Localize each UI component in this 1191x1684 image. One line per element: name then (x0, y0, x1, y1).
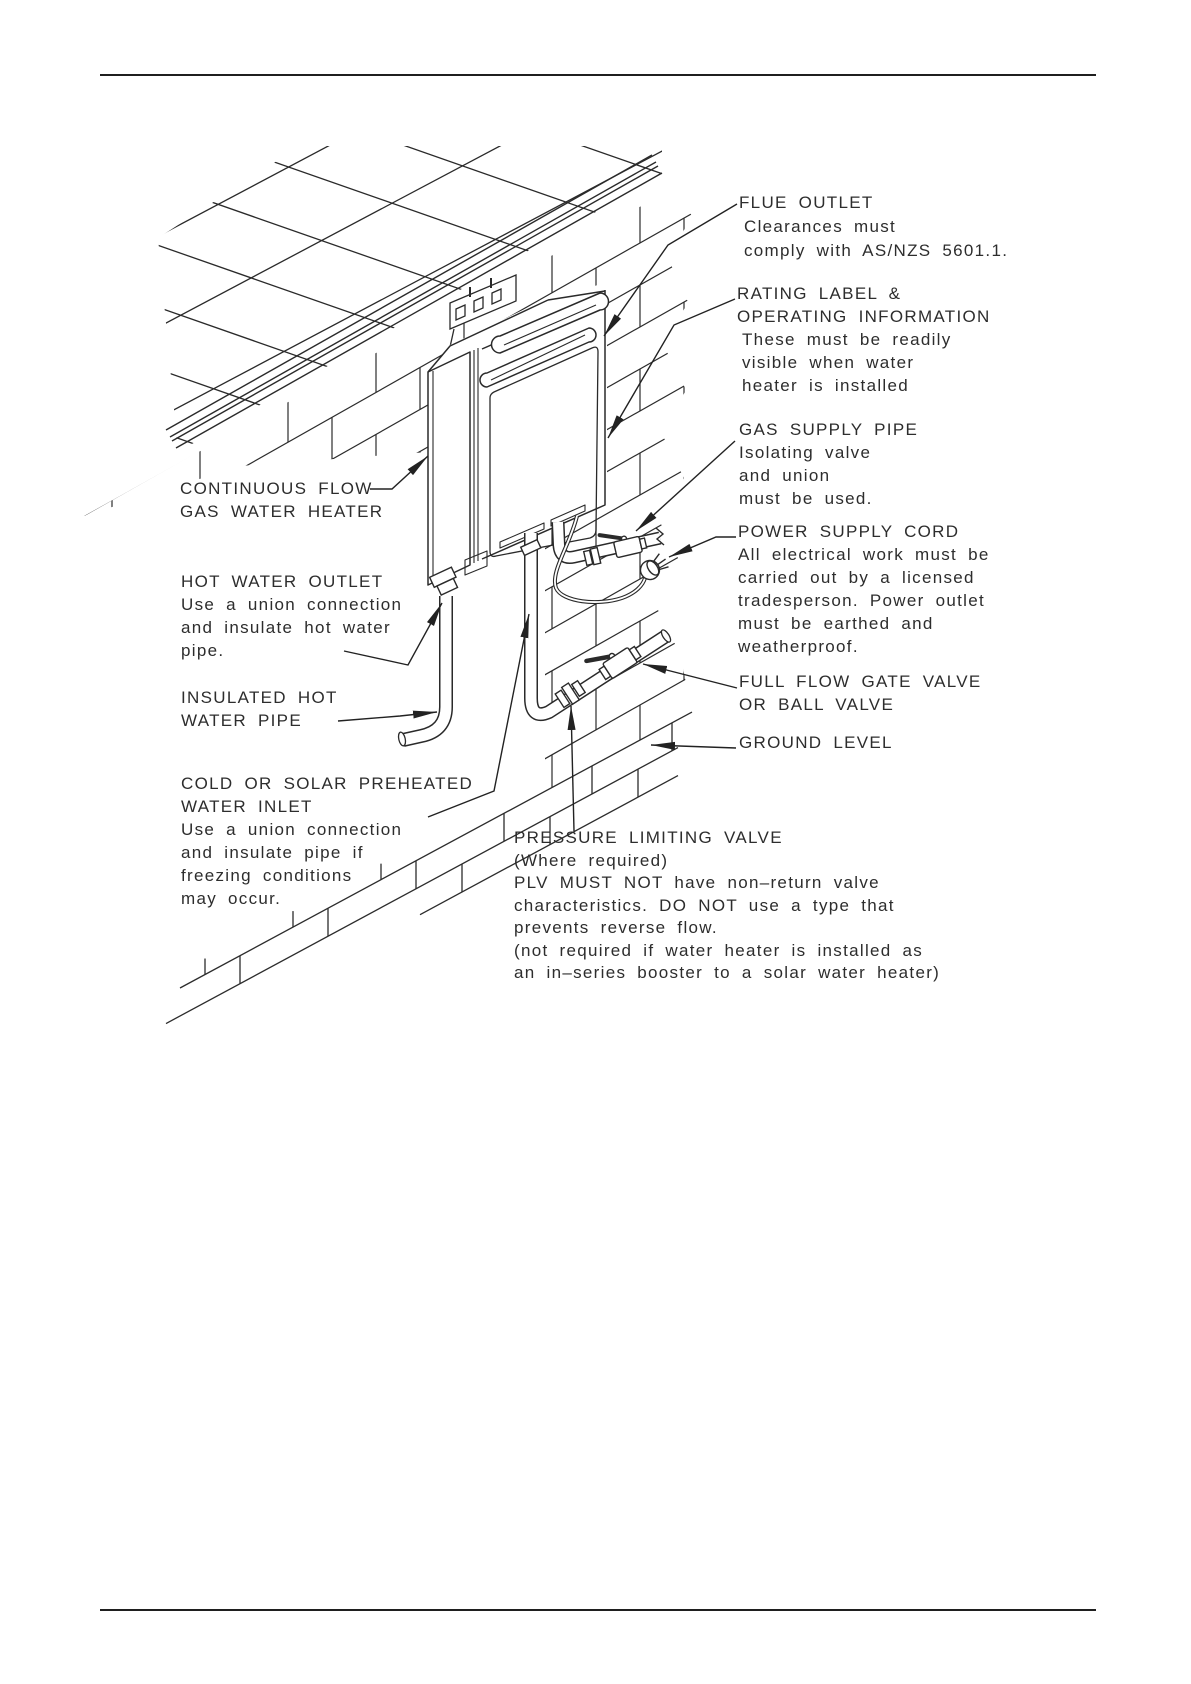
flue-outlet-leader (604, 204, 737, 336)
label-line: HOT WATER OUTLET (181, 572, 384, 591)
label-line: OR BALL VALVE (739, 695, 895, 714)
label-power-supply-cord (738, 520, 990, 658)
gas-supply-leader (636, 441, 735, 531)
label-line: Use a union connection (181, 595, 403, 614)
label-line: carried out by a licensed (738, 568, 975, 587)
label-full-flow-valve (739, 670, 982, 716)
label-line: may occur. (181, 889, 282, 908)
power-supply-leader (669, 537, 736, 557)
label-line: All electrical work must be (738, 545, 990, 564)
ground-level-leader (651, 745, 736, 748)
label-line: pipe. (181, 641, 225, 660)
label-line: COLD OR SOLAR PREHEATED (181, 774, 474, 793)
label-line: must be used. (739, 489, 873, 508)
label-line: (not required if water heater is installed as (514, 940, 924, 960)
label-ground-level (739, 731, 893, 754)
label-line: OPERATING INFORMATION (737, 307, 991, 326)
label-line: and insulate hot water (181, 618, 391, 637)
label-line: PLV MUST NOT have non–return valve (514, 873, 880, 892)
label-line: Use a union connection (181, 820, 403, 839)
label-insulated-hot-water-pipe (181, 686, 338, 732)
label-line: WATER PIPE (181, 711, 302, 730)
label-line: PRESSURE LIMITING VALVE (514, 828, 783, 847)
label-line: characteristics. DO NOT use a type that (514, 895, 895, 915)
label-line: visible when water (742, 353, 915, 372)
label-line: and union (739, 466, 831, 485)
label-line: GAS SUPPLY PIPE (739, 420, 919, 439)
label-hot-water-outlet (181, 570, 402, 662)
label-continuous-flow-gas-water-heater (180, 477, 383, 523)
label-line: (Where required) (514, 850, 669, 870)
label-gas-supply-pipe (739, 418, 918, 510)
label-line: comply with AS/NZS 5601.1. (744, 241, 1009, 260)
plv-leader (571, 706, 574, 831)
label-line: weatherproof. (738, 637, 859, 656)
label-line: WATER INLET (181, 797, 313, 816)
label-rating-label (737, 282, 991, 397)
label-line: FULL FLOW GATE VALVE (739, 672, 982, 691)
label-line: GROUND LEVEL (739, 733, 893, 752)
rating-label-leader (608, 299, 735, 438)
label-line: FLUE OUTLET (739, 193, 874, 212)
label-line: CONTINUOUS FLOW (180, 479, 373, 498)
label-line: prevents reverse flow. (514, 918, 718, 937)
label-line: an in–series booster to a solar water heater) (514, 963, 941, 982)
label-line: POWER SUPPLY CORD (738, 522, 960, 541)
label-line: heater is installed (742, 376, 909, 395)
full-flow-valve-leader (643, 664, 737, 688)
label-line: and insulate pipe if (181, 843, 364, 862)
label-cold-water-inlet (181, 772, 473, 910)
label-line: RATING LABEL & (737, 284, 902, 303)
label-line: Clearances must (744, 217, 897, 236)
insulated-pipe-leader (338, 712, 437, 721)
label-pressure-limiting-valve (514, 827, 940, 985)
label-line: Isolating valve (739, 443, 872, 462)
label-flue-outlet (739, 191, 1008, 263)
label-line: tradesperson. Power outlet (738, 591, 985, 610)
label-line: must be earthed and (738, 614, 934, 633)
label-line: GAS WATER HEATER (180, 502, 384, 521)
hot-water-pipe (397, 596, 446, 747)
label-line: freezing conditions (181, 866, 353, 885)
label-line: These must be readily (742, 330, 952, 349)
label-line: INSULATED HOT (181, 688, 338, 707)
water-heater (428, 284, 609, 586)
